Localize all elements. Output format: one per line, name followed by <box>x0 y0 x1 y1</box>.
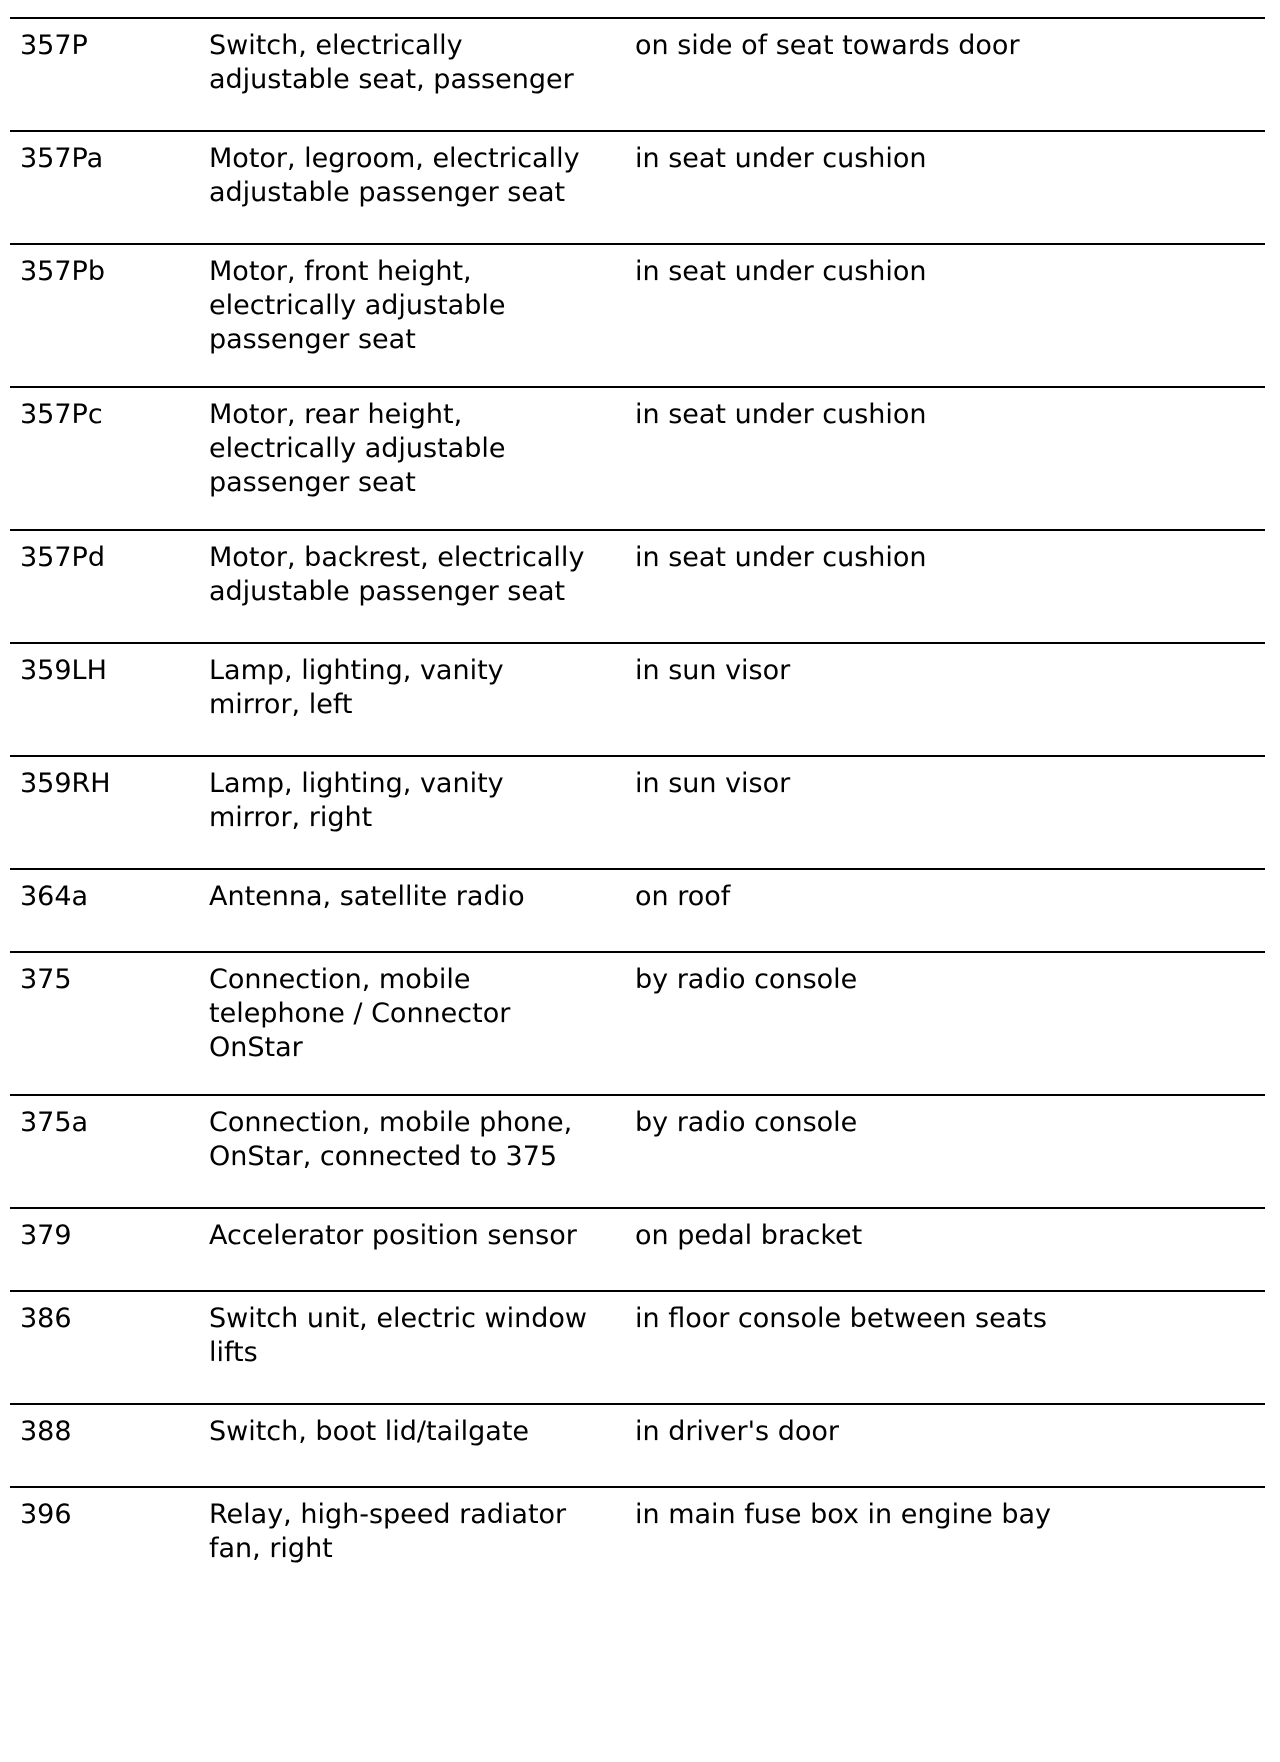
table-row <box>10 1209 1265 1292</box>
table-row <box>10 1488 1265 1588</box>
component-location: in seat under cushion <box>635 256 927 287</box>
component-code: 357P <box>20 30 88 61</box>
table-row <box>10 19 1265 132</box>
component-description: Motor, backrest, electrically adjustable passenger seat <box>209 542 585 607</box>
component-code: 359RH <box>20 768 111 799</box>
component-description: Switch, boot lid/tailgate <box>209 1416 530 1447</box>
table-row <box>10 531 1265 644</box>
component-code: 357Pd <box>20 542 105 573</box>
component-table <box>10 17 1265 1588</box>
component-location: on side of seat towards door <box>635 30 1020 61</box>
component-description: Antenna, satellite radio <box>209 881 525 912</box>
table-row <box>10 132 1265 245</box>
table-row <box>10 953 1265 1096</box>
table-row <box>10 388 1265 531</box>
component-description: Switch, electrically adjustable seat, passenger <box>209 30 574 95</box>
component-location: on roof <box>635 881 731 912</box>
component-description: Accelerator position sensor <box>209 1220 577 1251</box>
component-location: by radio console <box>635 964 858 995</box>
component-location: in seat under cushion <box>635 399 927 430</box>
table-row <box>10 1292 1265 1405</box>
table-row <box>10 757 1265 870</box>
component-code: 357Pa <box>20 143 104 174</box>
component-description: Relay, high-speed radiator fan, right <box>209 1499 567 1564</box>
component-code: 379 <box>20 1220 72 1251</box>
component-code: 364a <box>20 881 89 912</box>
component-code: 396 <box>20 1499 72 1530</box>
component-code: 375a <box>20 1107 89 1138</box>
component-code: 357Pc <box>20 399 103 430</box>
component-description: Connection, mobile telephone / Connector OnStar <box>209 964 511 1063</box>
component-location: by radio console <box>635 1107 858 1138</box>
component-code: 359LH <box>20 655 107 686</box>
table-row <box>10 245 1265 388</box>
component-description: Switch unit, electric window lifts <box>209 1303 587 1368</box>
component-location: in sun visor <box>635 768 791 799</box>
component-code: 375 <box>20 964 72 995</box>
table-row <box>10 644 1265 757</box>
component-code: 388 <box>20 1416 72 1447</box>
table-row <box>10 870 1265 953</box>
component-location: in sun visor <box>635 655 791 686</box>
component-location: in seat under cushion <box>635 542 927 573</box>
component-description: Motor, legroom, electrically adjustable passenger seat <box>209 143 580 208</box>
component-code: 386 <box>20 1303 72 1334</box>
component-description: Connection, mobile phone, OnStar, connected to 375 <box>209 1107 573 1172</box>
component-description: Motor, front height, electrically adjustable passenger seat <box>209 256 506 355</box>
component-code: 357Pb <box>20 256 105 287</box>
component-description: Lamp, lighting, vanity mirror, right <box>209 768 504 833</box>
component-location: in driver's door <box>635 1416 839 1447</box>
component-location: in main fuse box in engine bay <box>635 1499 1052 1530</box>
component-location: in floor console between seats <box>635 1303 1047 1334</box>
component-location: on pedal bracket <box>635 1220 863 1251</box>
component-description: Lamp, lighting, vanity mirror, left <box>209 655 504 720</box>
component-location: in seat under cushion <box>635 143 927 174</box>
component-description: Motor, rear height, electrically adjustable passenger seat <box>209 399 506 498</box>
table-row <box>10 1096 1265 1209</box>
table-row <box>10 1405 1265 1488</box>
